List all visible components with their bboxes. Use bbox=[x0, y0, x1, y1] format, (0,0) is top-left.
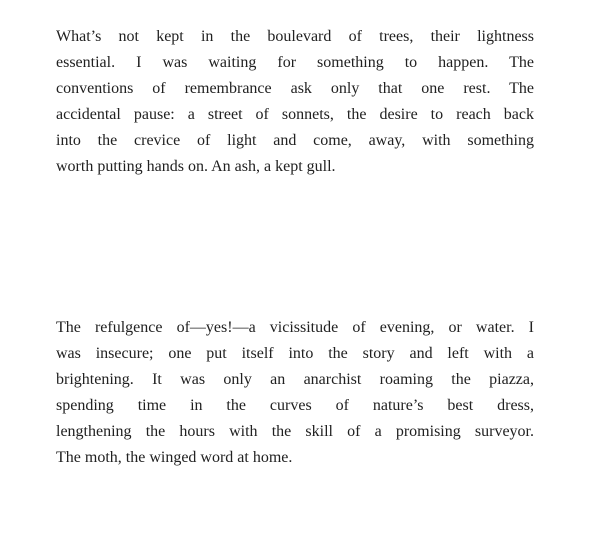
text-line: lengthening the hours with the skill of a promising surveyor. bbox=[56, 423, 534, 440]
text-line: into the crevice of light and come, away, with something bbox=[56, 132, 534, 149]
text-line: spending time in the curves of nature’s best dress, bbox=[56, 397, 534, 414]
text-line: brightening. It was only an anarchist roaming the piazza, bbox=[56, 371, 534, 388]
text-line: The refulgence of—yes!—a vicissitude of evening, or water. I bbox=[56, 319, 534, 336]
text-line: accidental pause: a street of sonnets, the desire to reach back bbox=[56, 106, 534, 123]
text-line: What’s not kept in the boulevard of trees, their lightness bbox=[56, 28, 534, 45]
prose-poem-paragraph-2 bbox=[56, 315, 534, 471]
text-line: was insecure; one put itself into the story and left with a bbox=[56, 345, 534, 362]
text-line: The moth, the winged word at home. bbox=[56, 449, 293, 466]
text-line: essential. I was waiting for something to happen. The bbox=[56, 54, 534, 71]
text-line: worth putting hands on. An ash, a kept gull. bbox=[56, 158, 336, 175]
prose-poem-paragraph-1 bbox=[56, 24, 534, 180]
text-line: conventions of remembrance ask only that one rest. The bbox=[56, 80, 534, 97]
text-block bbox=[56, 24, 534, 471]
